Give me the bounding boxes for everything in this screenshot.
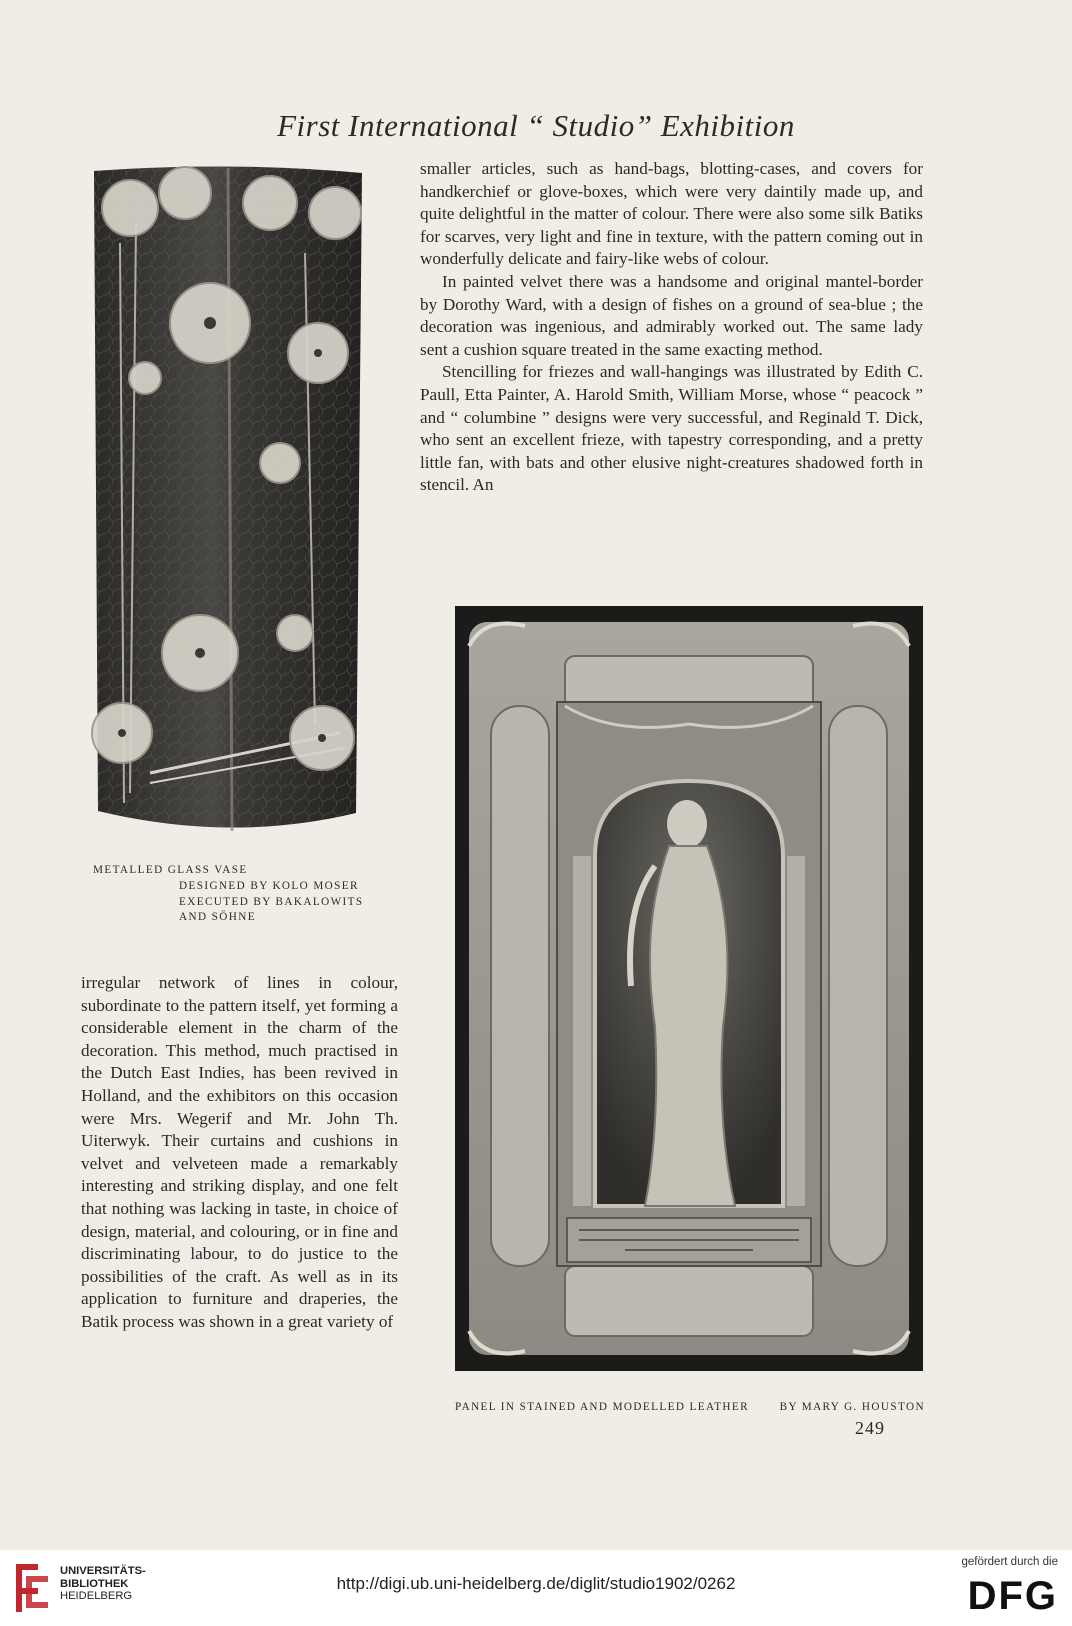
left-text-column (81, 972, 398, 1334)
library-name-line-1: UNIVERSITÄTS- (60, 1565, 146, 1577)
page-number: 249 (855, 1418, 885, 1438)
vase-image (90, 163, 372, 843)
vase-caption (93, 863, 364, 926)
vase-illustration (90, 163, 372, 843)
right-paragraph-2: In painted velvet there was a handsome and original mantel-border by Dorothy Ward, with a design of fishes on a ground of sea-blue ; the decoration was ingenious, and admirably worked out. The same lady sent a cushion square treated in the same exacting method. (420, 271, 923, 359)
leather-caption (455, 1400, 925, 1416)
digitization-footer (0, 1550, 1072, 1626)
funded-by-label: gefördert durch die (961, 1556, 1058, 1568)
leather-caption-title: PANEL IN STAINED AND MODELLED LEATHER (455, 1401, 750, 1413)
left-paragraph: irregular network of lines in colour, subordinate to the pattern itself, yet forming a considerable element in the charm of the decoration. This method, much practised in the Dutch East Indies, has been revived in Holland, and the exhibitors on this occasion were Mrs. Wegerif and Mr. John Th. Uiterwyk. Their curtains and cushions in velvet and velveteen made a remarkably interesting and striking display, and one felt that nothing was lacking in taste, in choice of design, material, and colouring, or in fine and discriminating labour, to do justice to the possibilities of the craft. As well as in its application to furniture and draperies, the Batik process was shown in a great variety of (81, 973, 398, 1331)
leather-panel-image (455, 606, 923, 1371)
dfg-logo: DFG (967, 1574, 1058, 1618)
vase-caption-line-4: AND SÖHNE (179, 911, 256, 924)
library-name-line-3: HEIDELBERG (60, 1590, 133, 1603)
permalink-url[interactable]: http://digi.ub.uni-heidelberg.de/diglit/studio1902/0262 (336, 1574, 736, 1593)
leather-caption-credit: BY MARY G. HOUSTON (779, 1401, 925, 1413)
right-paragraph-3: Stencilling for friezes and wall-hangings was illustrated by Edith C. Paull, Etta Painter, A. Harold Smith, William Morse, whose “ peacock ” and “ columbine ” designs were very successful, and Reginald T. Dick, who sent an excellent frieze, with tapestry corresponding, and a pretty little fan, with bats and other elusive night-creatures shadowed forth in stencil. An (420, 362, 923, 495)
right-paragraph-1: smaller articles, such as hand-bags, blotting-cases, and covers for handkerchief or glove-boxes, which were very daintily made up, and quite delightful in the matter of colour. There were also some silk Batiks for scarves, very light and fine in texture, with the pattern coming out in wonderfully delicate and fairy-like webs of colour. (420, 159, 923, 269)
vase-caption-line-2: DESIGNED BY KOLO MOSER (179, 879, 359, 892)
vase-caption-line-3: EXECUTED BY BAKALOWITS (179, 895, 364, 908)
vase-caption-line-1: METALLED GLASS VASE (93, 864, 248, 876)
running-title: First International “ Studio” Exhibition (277, 108, 795, 143)
leather-panel-illustration (455, 606, 923, 1371)
library-name-line-2: BIBLIOTHEK (60, 1577, 129, 1590)
right-text-column (420, 158, 923, 497)
